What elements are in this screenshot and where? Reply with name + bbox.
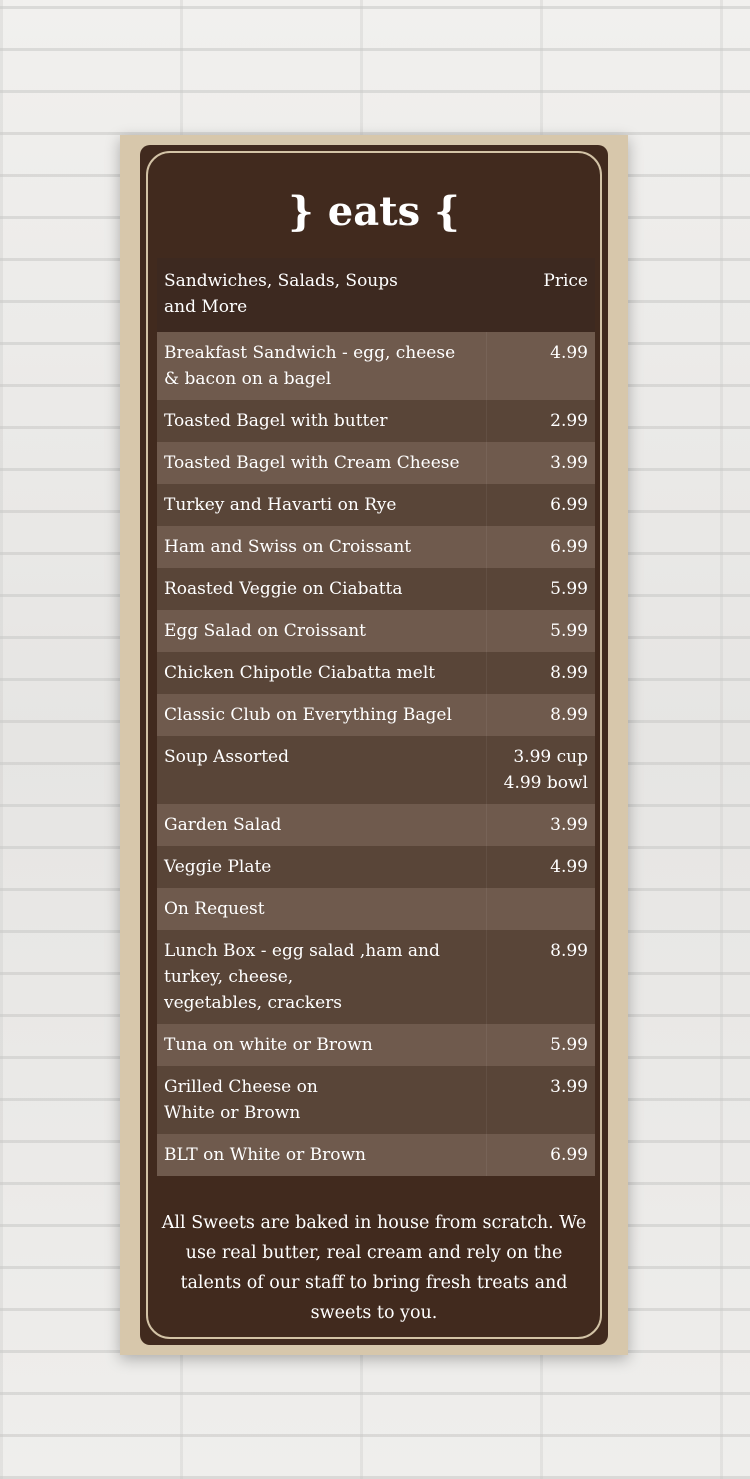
menu-row (157, 400, 595, 442)
menu-item-price: 8.99 (486, 652, 595, 694)
menu-item-price: 5.99 (486, 1024, 595, 1066)
menu-row (157, 1134, 595, 1176)
menu-item-price: 8.99 (486, 694, 595, 736)
menu-item-price: 4.99 (486, 332, 595, 400)
menu-row (157, 442, 595, 484)
menu-item-name: On Request (157, 888, 486, 930)
menu-item-price: 3.99 (486, 442, 595, 484)
menu-item-name: Grilled Cheese on White or Brown (157, 1066, 486, 1134)
menu-item-name: Turkey and Havarti on Rye (157, 484, 486, 526)
menu-row (157, 846, 595, 888)
menu-item-price: 5.99 (486, 568, 595, 610)
menu-item-price: 8.99 (486, 930, 595, 1024)
menu-item-price: 2.99 (486, 400, 595, 442)
menu-row (157, 888, 595, 930)
menu-items (157, 332, 595, 1176)
menu-item-name: Lunch Box - egg salad ,ham and turkey, cheese, vegetables, crackers (157, 930, 486, 1024)
menu-row (157, 694, 595, 736)
menu-item-price: 6.99 (486, 1134, 595, 1176)
menu-item-name: Classic Club on Everything Bagel (157, 694, 486, 736)
menu-item-name: Toasted Bagel with Cream Cheese (157, 442, 486, 484)
menu-item-price: 6.99 (486, 526, 595, 568)
menu-title: } eats { (288, 188, 460, 235)
menu-item-name: Soup Assorted (157, 736, 486, 804)
menu-row (157, 610, 595, 652)
menu-item-name: Egg Salad on Croissant (157, 610, 486, 652)
menu-table (157, 258, 595, 1176)
menu-item-name: Breakfast Sandwich - egg, cheese & bacon on a bagel (157, 332, 486, 400)
menu-item-price: 3.99 cup 4.99 bowl (486, 736, 595, 804)
menu-row (157, 804, 595, 846)
menu-item-price: 3.99 (486, 1066, 595, 1134)
menu-item-name: Chicken Chipotle Ciabatta melt (157, 652, 486, 694)
menu-row (157, 526, 595, 568)
header-item-label: Sandwiches, Salads, Soups and More (157, 258, 486, 332)
menu-item-name: Garden Salad (157, 804, 486, 846)
menu-item-price: 6.99 (486, 484, 595, 526)
menu-item-name: BLT on White or Brown (157, 1134, 486, 1176)
menu-item-name: Ham and Swiss on Croissant (157, 526, 486, 568)
menu-item-price: 3.99 (486, 804, 595, 846)
menu-header-row (157, 258, 595, 332)
header-price-label: Price (486, 258, 595, 332)
menu-row (157, 736, 595, 804)
menu-item-price (486, 888, 595, 930)
menu-row (157, 568, 595, 610)
menu-item-name: Roasted Veggie on Ciabatta (157, 568, 486, 610)
menu-row (157, 930, 595, 1024)
footer-note: All Sweets are baked in house from scratch. We use real butter, real cream and rely on the talents of our staff to bring fresh treats and sweets to you. (161, 1213, 587, 1323)
menu-row (157, 484, 595, 526)
menu-item-name: Toasted Bagel with butter (157, 400, 486, 442)
menu-item-price: 5.99 (486, 610, 595, 652)
menu-row (157, 332, 595, 400)
menu-board (120, 135, 628, 1355)
menu-row (157, 1066, 595, 1134)
menu-row (157, 652, 595, 694)
menu-item-name: Tuna on white or Brown (157, 1024, 486, 1066)
menu-item-price: 4.99 (486, 846, 595, 888)
menu-row (157, 1024, 595, 1066)
menu-item-name: Veggie Plate (157, 846, 486, 888)
menu-panel (140, 145, 608, 1345)
